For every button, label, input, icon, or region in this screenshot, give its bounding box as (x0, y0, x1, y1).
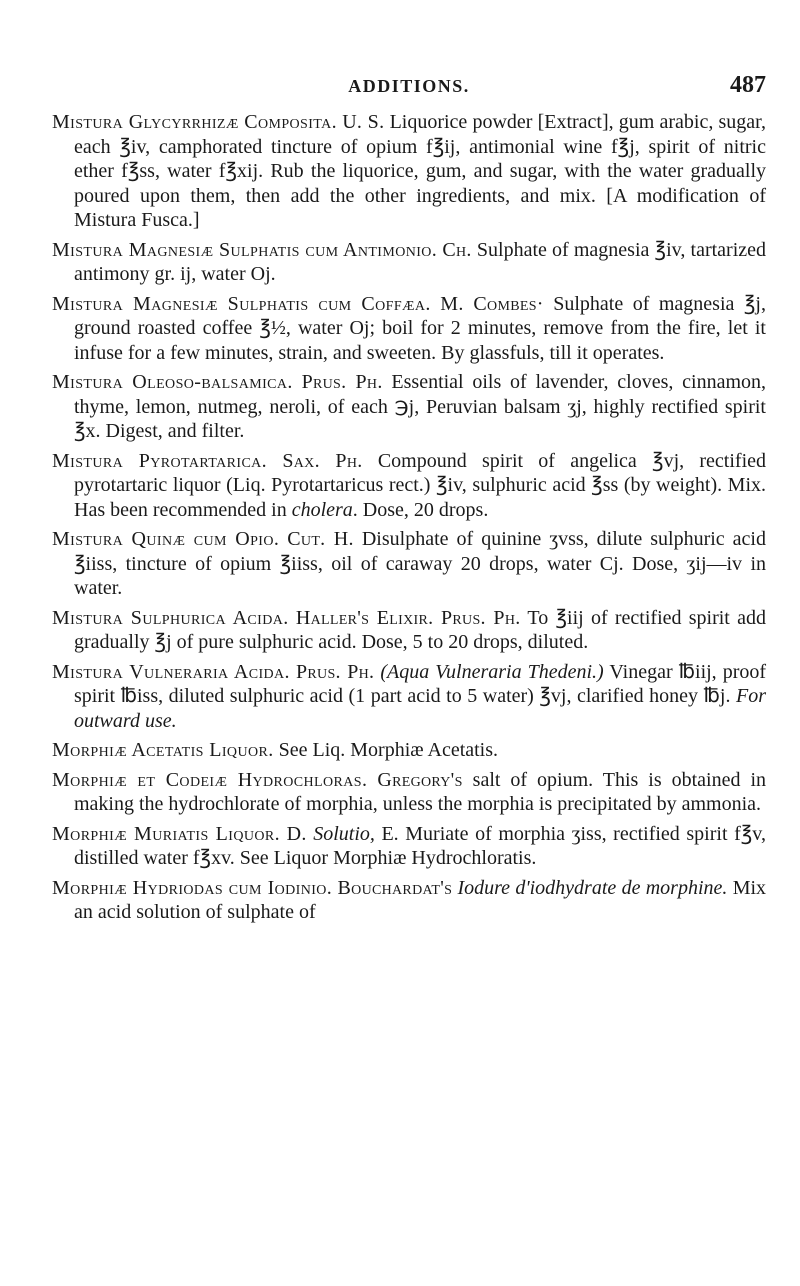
entry-authority: Bouchardat's (337, 876, 453, 899)
entry-morphiae-muriatis-liquor (52, 822, 766, 871)
entry-text: Essential oils of lavender, cloves, cinnamon, thyme, lemon, nutmeg, neroli, of each ℈j, Peruvian balsam ʒj, highly rectified spirit ℥x. Digest, and filter. (74, 371, 767, 442)
entry-mistura-oleoso-balsamica (52, 370, 766, 444)
entry-heading: Mistura Magnesiæ Sulphatis cum Antimonio. (52, 238, 438, 261)
entry-mistura-pyrotartarica (52, 449, 766, 523)
entry-list (52, 110, 766, 925)
entry-authority: Gregory's (377, 768, 463, 791)
entry-italic-lead: (Aqua Vulneraria Thedeni.) (380, 660, 604, 683)
entry-authority: Prus. Ph. (296, 660, 375, 683)
running-head (52, 70, 766, 104)
entry-morphiae-codeiae (52, 768, 766, 817)
entry-heading: Mistura Glycyrrhizæ Composita. (52, 111, 338, 133)
entry-text: E. Muriate of morphia ʒiss, rectified spirit f℥v, distilled water f℥xv. See Liquor Morphiæ Hydrochloratis. (74, 822, 766, 869)
entry-authority: Ch. (442, 238, 472, 261)
entry-text: Disulphate of quinine ʒvss, dilute sulphuric acid ℥iiss, tincture of opium ℥iiss, oil of caraway 20 drops, water Cj. Dose, ʒij—iv in water. (74, 528, 766, 599)
entry-authority: Haller's Elixir. Prus. Ph. (295, 606, 521, 629)
entry-italic-lead: Iodure d'iodhydrate de morphine. (457, 876, 728, 899)
entry-text: See Liq. Morphiæ Acetatis. (278, 739, 499, 761)
entry-mistura-sulphurica-acida (52, 606, 766, 655)
entry-heading: Morphiæ Acetatis Liquor. (52, 739, 274, 761)
entry-mistura-magnesiae-antimonio (52, 238, 766, 287)
book-page (52, 70, 766, 930)
entry-authority: U. S. (342, 111, 385, 133)
entry-mistura-magnesiae-coffaea (52, 292, 766, 366)
entry-mistura-glycyrrhizae (52, 110, 766, 233)
entry-text: Mix an acid solution of sulphate of (74, 876, 767, 923)
page-number: 487 (730, 72, 766, 98)
entry-tail: . Dose, 20 drops. (352, 498, 489, 521)
entry-text: Sulphate of magnesia ℥iv, tartarized antimony gr. ij, water Oj. (74, 238, 767, 285)
entry-authority: Cut. H. (287, 528, 354, 550)
entry-heading: Morphiæ Muriatis Liquor. (52, 822, 280, 845)
entry-morphiae-acetatis-liquor (52, 738, 766, 763)
entry-italic-tail: For outward use. (74, 685, 766, 732)
entry-authority: Sax. Ph. (282, 449, 363, 472)
entry-heading: Morphiæ et Codeiæ Hydrochloras. (52, 768, 368, 791)
entry-italic: cholera (291, 498, 353, 521)
running-title: ADDITIONS. (348, 76, 470, 96)
entry-heading: Mistura Oleoso-balsamica. (52, 371, 293, 393)
entry-text: Liquorice powder [Extract], gum arabic, sugar, each ℥iv, camphorated tincture of opium f℥ij, antimonial wine f℥j, spirit of nitric ether f℥ss, water f℥xij. Rub the liquorice, gum, and sugar, with the water gradually poured upon them, then add the other ingredients, and mix. [A modification of Mistura Fusca.] (74, 111, 767, 231)
entry-heading: Mistura Quinæ cum Opio. (52, 528, 280, 550)
entry-mistura-quinae-opio (52, 527, 766, 601)
entry-authority: M. Combes· (440, 292, 544, 315)
entry-text: To ℥iij of rectified spirit add gradually ℥j of pure sulphuric acid. Dose, 5 to 20 drops, diluted. (74, 606, 766, 653)
entry-italic-lead: Solutio, (313, 822, 375, 845)
entry-heading: Mistura Vulneraria Acida. (52, 660, 290, 683)
entry-heading: Mistura Magnesiæ Sulphatis cum Coffæa. (52, 292, 431, 315)
entry-heading: Morphiæ Hydriodas cum Iodinio. (52, 876, 333, 899)
entry-text: Vinegar ℔iij, proof spirit ℔iss, diluted sulphuric acid (1 part acid to 5 water) ℥vj, clarified honey ℔j. (74, 660, 767, 707)
entry-authority: Prus. Ph. (301, 371, 383, 393)
entry-heading: Mistura Pyrotartarica. (52, 449, 268, 472)
entry-morphiae-hydriodas (52, 876, 766, 925)
entry-heading: Mistura Sulphurica Acida. (52, 606, 289, 629)
entry-mistura-vulneraria-acida (52, 660, 766, 734)
entry-text: salt of opium. This is obtained in making the hydrochlorate of morphia, unless the morphia is precipitated by ammonia. (74, 768, 767, 815)
entry-text: Sulphate of magnesia ℥j, ground roasted coffee ℥½, water Oj; boil for 2 minutes, remove from the fire, let it infuse for a few minutes, strain, and sweeten. By glassfuls, till it operates. (74, 292, 766, 364)
entry-authority: D. (286, 822, 307, 845)
entry-text: Compound spirit of angelica ℥vj, rectified pyrotartaric liquor (Liq. Pyrotartaricus rect.) ℥iv, sulphuric acid ℥ss (by weight). Mix. Has been recommended in (74, 449, 767, 521)
